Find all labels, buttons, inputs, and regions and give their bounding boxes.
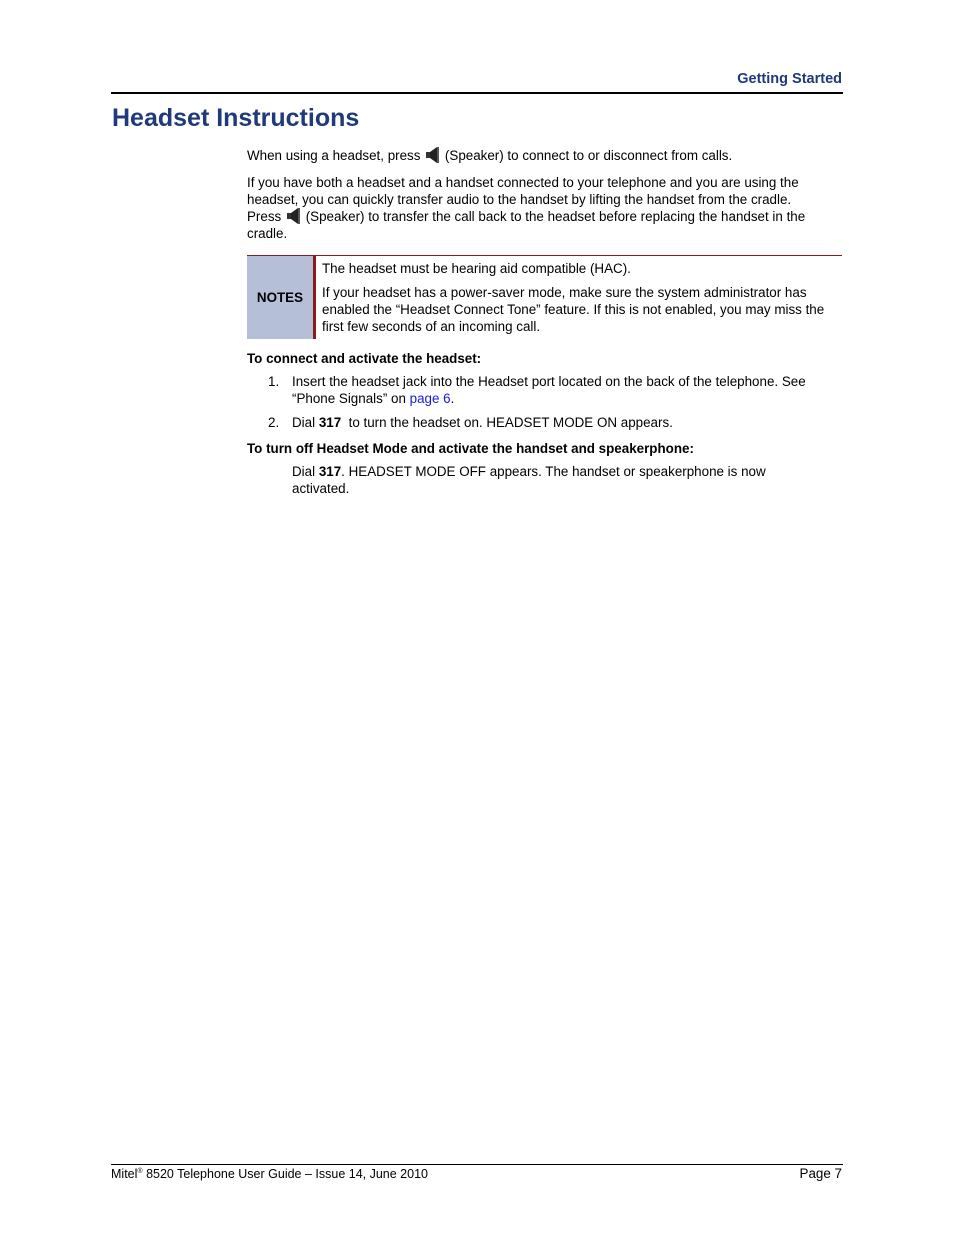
connect-heading: To connect and activate the headset: [247, 351, 482, 366]
notes-box [247, 255, 842, 339]
page-6-link[interactable]: page 6 [409, 391, 451, 406]
notes-label: NOTES [247, 256, 316, 339]
step-number: 2. [268, 415, 280, 430]
footer-doc: 8520 Telephone User Guide – Issue 14, June 2010 [146, 1167, 428, 1181]
step-text [292, 414, 837, 431]
intro-p2-line3 [247, 208, 837, 225]
speaker-icon [287, 208, 300, 224]
footer-rule [111, 1164, 843, 1165]
step2-dial: Dial [292, 415, 316, 430]
step-number: 1. [268, 374, 280, 389]
intro-p2-press: Press [247, 209, 282, 224]
turnoff-text: . HEADSET MODE OFF appears. The handset or speakerphone is now activated. [292, 464, 766, 496]
turnoff-instruction [292, 463, 822, 497]
step1-text: Insert the headset jack into the Headset port located on the back of the telephone. See “Phone Signals” on [292, 374, 806, 406]
dial-code: 317 [318, 415, 342, 430]
intro-p2-line1: If you have both a headset and a handset connected to your telephone and you are using the [247, 175, 799, 190]
intro-paragraph-2 [247, 174, 837, 242]
speaker-icon [426, 147, 439, 163]
dial-code: 317 [318, 464, 342, 479]
intro-p2-line2: headset, you can quickly transfer audio to the handset by lifting the handset from the cradle. [247, 192, 792, 207]
notes-body [322, 260, 837, 342]
connect-step-2 [268, 414, 838, 431]
intro-p2-after: (Speaker) to transfer the call back to the headset before replacing the handset in the [305, 209, 806, 224]
footer-brand: Mitel [111, 1167, 138, 1181]
footer-doc-title [111, 1167, 428, 1181]
connect-step-1 [268, 373, 838, 407]
page-number: Page 7 [799, 1166, 842, 1181]
header-rule [111, 92, 843, 94]
step1-end: . [450, 391, 455, 406]
note-2: If your headset has a power-saver mode, make sure the system administrator has enabled the “Headset Connect Tone” feature. If this is not enabled, you may miss the first few seconds of an incoming call. [322, 285, 825, 334]
turnoff-heading: To turn off Headset Mode and activate the handset and speakerphone: [247, 441, 694, 456]
intro-p1-after: (Speaker) to connect to or disconnect from calls. [444, 148, 733, 163]
intro-p1-before: When using a headset, press [247, 148, 421, 163]
intro-paragraph-1 [247, 147, 837, 164]
turnoff-dial: Dial [292, 464, 316, 479]
intro-p2-line4: cradle. [247, 226, 288, 241]
step-text [292, 373, 837, 407]
step2-text: to turn the headset on. HEADSET MODE ON appears. [348, 415, 673, 430]
page-title: Headset Instructions [112, 104, 360, 132]
note-1: The headset must be hearing aid compatible (HAC). [322, 261, 631, 276]
registered-mark: ® [137, 1167, 143, 1175]
section-header: Getting Started [737, 71, 842, 87]
